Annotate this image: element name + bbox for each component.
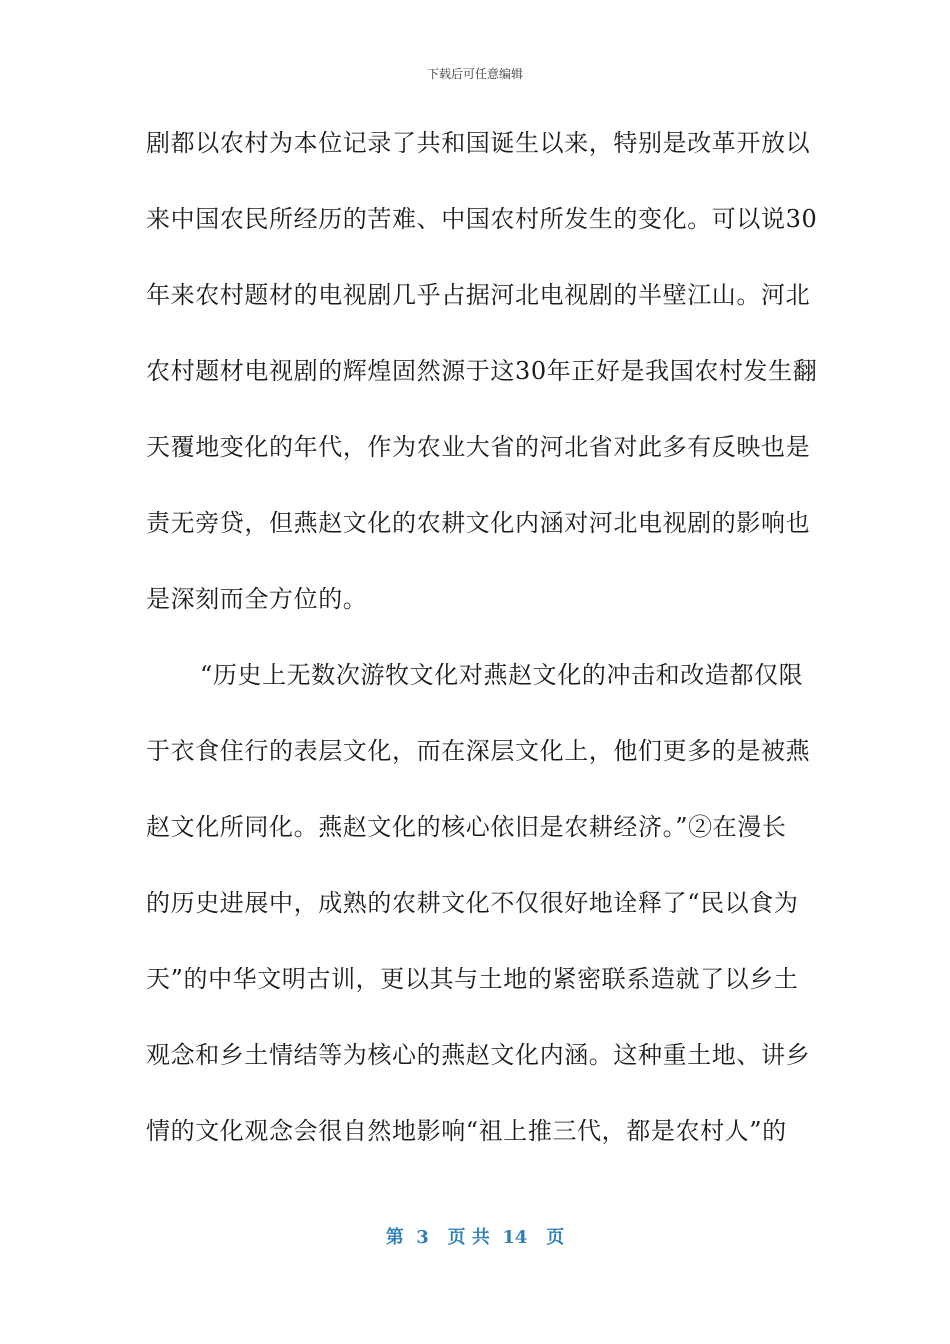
text-line: 观念和乡土情结等为核心的燕赵文化内涵。这种重土地、讲乡 [146, 1041, 811, 1069]
page-number: 第 3 页 共 14 页 [385, 1227, 565, 1248]
text-line: 情的文化观念会很自然地影响“祖上推三代，都是农村人”的 [146, 1117, 787, 1145]
text-line: 的历史进展中，成熟的农耕文化不仅很好地诠释了“民以食为 [146, 889, 799, 917]
header-note: 下载后可任意编辑 [426, 67, 523, 81]
text-line: 于衣食住行的表层文化，而在深层文化上，他们更多的是被燕 [146, 737, 811, 765]
paragraph-first-line: “历史上无数次游牧文化对燕赵文化的冲击和改造都仅限 [200, 661, 804, 689]
text-line: 责无旁贷，但燕赵文化的农耕文化内涵对河北电视剧的影响也 [146, 509, 811, 537]
text-line: 来中国农民所经历的苦难、中国农村所发生的变化。可以说30 [146, 205, 818, 233]
text-line: 年来农村题材的电视剧几乎占据河北电视剧的半壁江山。河北 [146, 281, 811, 309]
text-line: 是深刻而全方位的。 [146, 585, 368, 613]
text-line: 天”的中华文明古训，更以其与土地的紧密联系造就了以乡土 [146, 965, 799, 993]
text-line: 剧都以农村为本位记录了共和国诞生以来，特别是改革开放以 [146, 129, 811, 157]
text-line: 天覆地变化的年代，作为农业大省的河北省对此多有反映也是 [146, 433, 811, 461]
text-line: 农村题材电视剧的辉煌固然源于这30年正好是我国农村发生翻 [146, 357, 818, 385]
text-line: 赵文化所同化。燕赵文化的核心依旧是农耕经济。”②在漫长 [146, 813, 787, 841]
document-body [146, 120, 818, 1184]
